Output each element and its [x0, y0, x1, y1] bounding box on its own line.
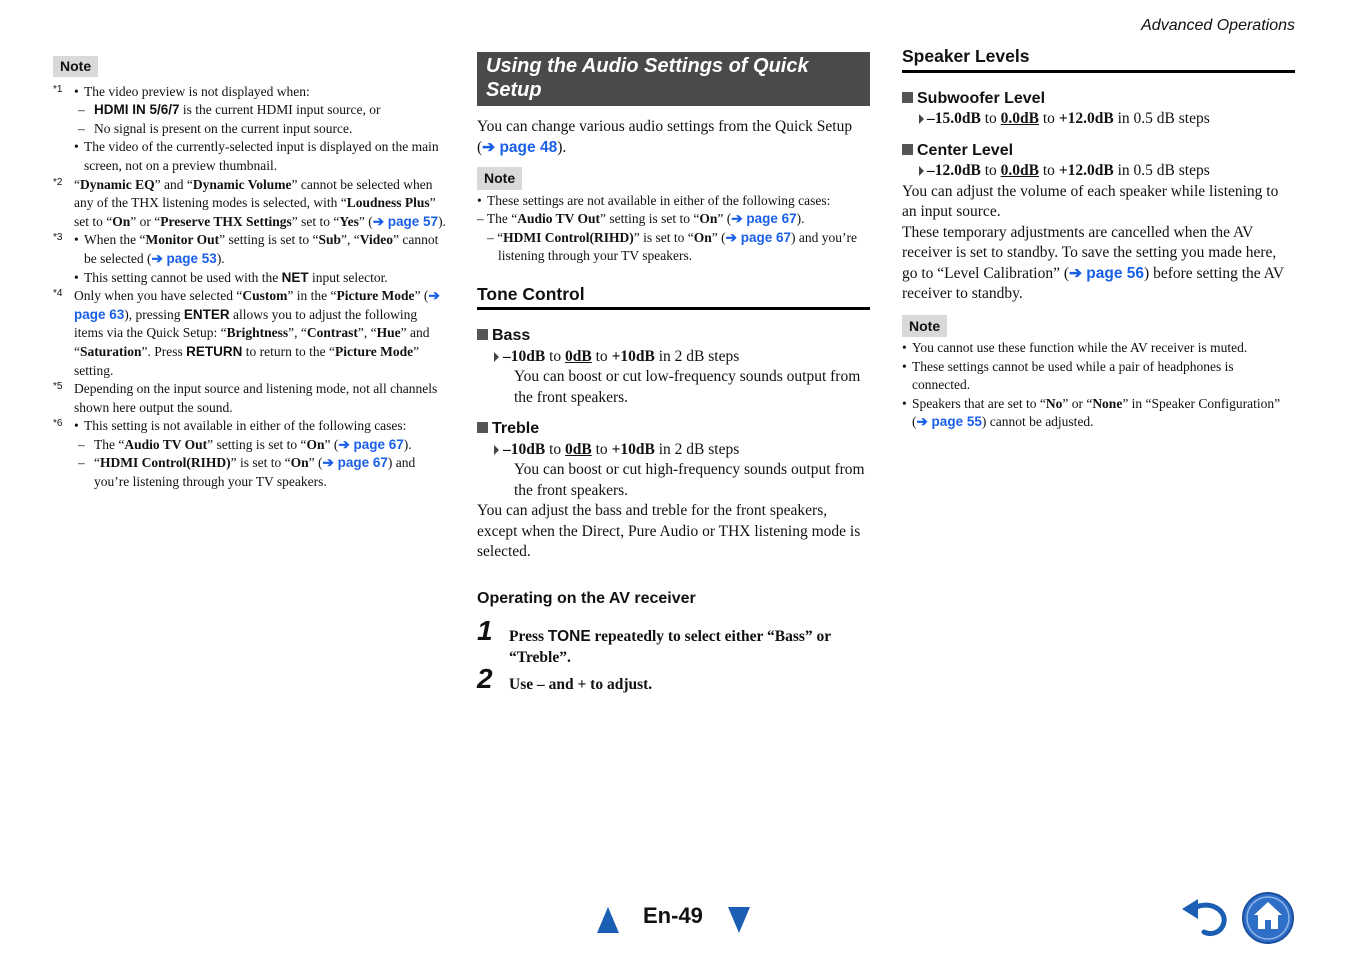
note-label: Note	[902, 315, 947, 338]
square-bullet-icon	[902, 144, 913, 155]
triangle-up-icon[interactable]	[596, 906, 620, 934]
speaker-levels-column	[902, 46, 1295, 432]
treble-heading: Treble	[477, 419, 870, 440]
center-level-heading: Center Level	[902, 141, 1295, 162]
triangle-down-icon[interactable]	[727, 906, 751, 934]
page-67-link[interactable]: ➔ page 67	[731, 211, 797, 227]
bass-description: You can boost or cut low-frequency sounds output from the front speakers.	[514, 368, 861, 406]
triangle-right-icon	[919, 114, 924, 124]
footnote-3: *3 • When the “Monitor Out” setting is set to “Sub”, “Video” cannot be selected (➔ page 53). • This setting cannot be used with the NET input selector.	[53, 231, 448, 287]
bass-heading: Bass	[477, 326, 870, 347]
page-48-link[interactable]: ➔ page 48	[482, 138, 558, 156]
tone-paragraph: You can adjust the bass and treble for the front speakers, except when the Direct, Pure Audio or THX listening mode is selected.	[477, 502, 861, 561]
footnote-6: *6 • This setting is not available in either of the following cases: – The “Audio TV Out” setting is set to “On” (➔ page 67). – “HDMI Control(RIHD)” is set to “On” (➔ page 67) and you’re listening through your TV speakers.	[53, 417, 448, 491]
triangle-right-icon	[494, 445, 499, 455]
treble-description: You can boost or cut high-frequency sounds output from the front speakers.	[514, 461, 865, 499]
page-57-link[interactable]: ➔ page 57	[372, 213, 439, 229]
note-body: • You cannot use these function while the AV receiver is muted. • These settings cannot be used while a pair of headphones is connected. • Speakers that are set to “No” or “None” in “Speaker Configuration” (➔ page 55) cannot be adjusted.	[902, 339, 1295, 432]
page-67-link[interactable]: ➔ page 67	[725, 229, 791, 245]
step-2: 2 Use – and + to adjust.	[477, 663, 653, 695]
speaker-paragraph-2: These temporary adjustments are cancelled when the AV receiver is set to standby. To save the setting you made here, go to “Level Calibration” (➔ page 56) before setting the AV receiver to standby.	[902, 223, 1284, 302]
page-67-link[interactable]: ➔ page 67	[338, 436, 404, 452]
footnote-5: *5 Depending on the input source and listening mode, not all channels shown here output the sound.	[53, 381, 438, 415]
triangle-right-icon	[919, 166, 924, 176]
footnote-4: *4 Only when you have selected “Custom” in the “Picture Mode” (➔ page 63), pressing ENTER allows you to adjust the following items via the Quick Setup: “Brightness”, “Contrast”, “Hue” and “Saturation”. Press RETURN to return to the “Picture Mode” setting.	[53, 288, 440, 378]
square-bullet-icon	[477, 422, 488, 433]
return-arrow-icon[interactable]	[1180, 896, 1230, 938]
bass-range: –10dB to 0dB to +10dB in 2 dB steps	[477, 347, 870, 368]
page-55-link[interactable]: ➔ page 55	[916, 414, 982, 430]
square-bullet-icon	[902, 92, 913, 103]
speaker-paragraph-1: You can adjust the volume of each speaker while listening to an input source.	[902, 182, 1279, 220]
intro-paragraph: You can change various audio settings from the Quick Setup (➔ page 48).	[477, 118, 853, 156]
subwoofer-range: –15.0dB to 0.0dB to +12.0dB in 0.5 dB steps	[902, 109, 1295, 130]
note-body: • These settings are not available in either of the following cases: – The “Audio TV Out” setting is set to “On” (➔ page 67). – “HDMI Control(RIHD)” is set to “On” (➔ page 67) and you’re listening through your TV speakers.	[477, 192, 870, 266]
tone-control-heading: Tone Control	[477, 284, 870, 311]
home-icon[interactable]	[1241, 891, 1295, 945]
section-title: Advanced Operations	[1141, 17, 1295, 34]
footnotes-column	[53, 56, 448, 492]
page-67-link[interactable]: ➔ page 67	[322, 455, 388, 471]
subwoofer-level-heading: Subwoofer Level	[902, 89, 1295, 110]
treble-range: –10dB to 0dB to +10dB in 2 dB steps	[477, 440, 870, 461]
speaker-levels-heading: Speaker Levels	[902, 46, 1295, 73]
section-heading: Using the Audio Settings of Quick Setup	[477, 52, 870, 106]
note-label: Note	[477, 167, 522, 190]
step-1: 1 Press TONE repeatedly to select either “Bass” or “Treble”.	[477, 615, 831, 666]
note-label: Note	[53, 56, 98, 77]
triangle-right-icon	[494, 352, 499, 362]
operating-heading: Operating on the AV receiver	[477, 589, 696, 607]
center-range: –12.0dB to 0.0dB to +12.0dB in 0.5 dB steps	[902, 161, 1295, 182]
page-56-link[interactable]: ➔ page 56	[1069, 264, 1145, 282]
page-63-link[interactable]: ➔ page 63	[74, 288, 440, 322]
footnote-1: *1 • The video preview is not displayed when: – HDMI IN 5/6/7 is the current HDMI input source, or – No signal is present on the current input source. • The video of the currently-selected input is displayed on the main screen, not on a preview thumbnail.	[53, 83, 448, 176]
page-number: En-49	[643, 903, 703, 928]
square-bullet-icon	[477, 329, 488, 340]
footnote-2: *2 “Dynamic EQ” and “Dynamic Volume” cannot be selected when any of the THX listening modes is selected, with “Loudness Plus” set to “On” or “Preserve THX Settings” set to “Yes” (➔ page 57).	[53, 176, 446, 229]
page-53-link[interactable]: ➔ page 53	[151, 250, 217, 266]
audio-settings-column	[477, 52, 870, 696]
